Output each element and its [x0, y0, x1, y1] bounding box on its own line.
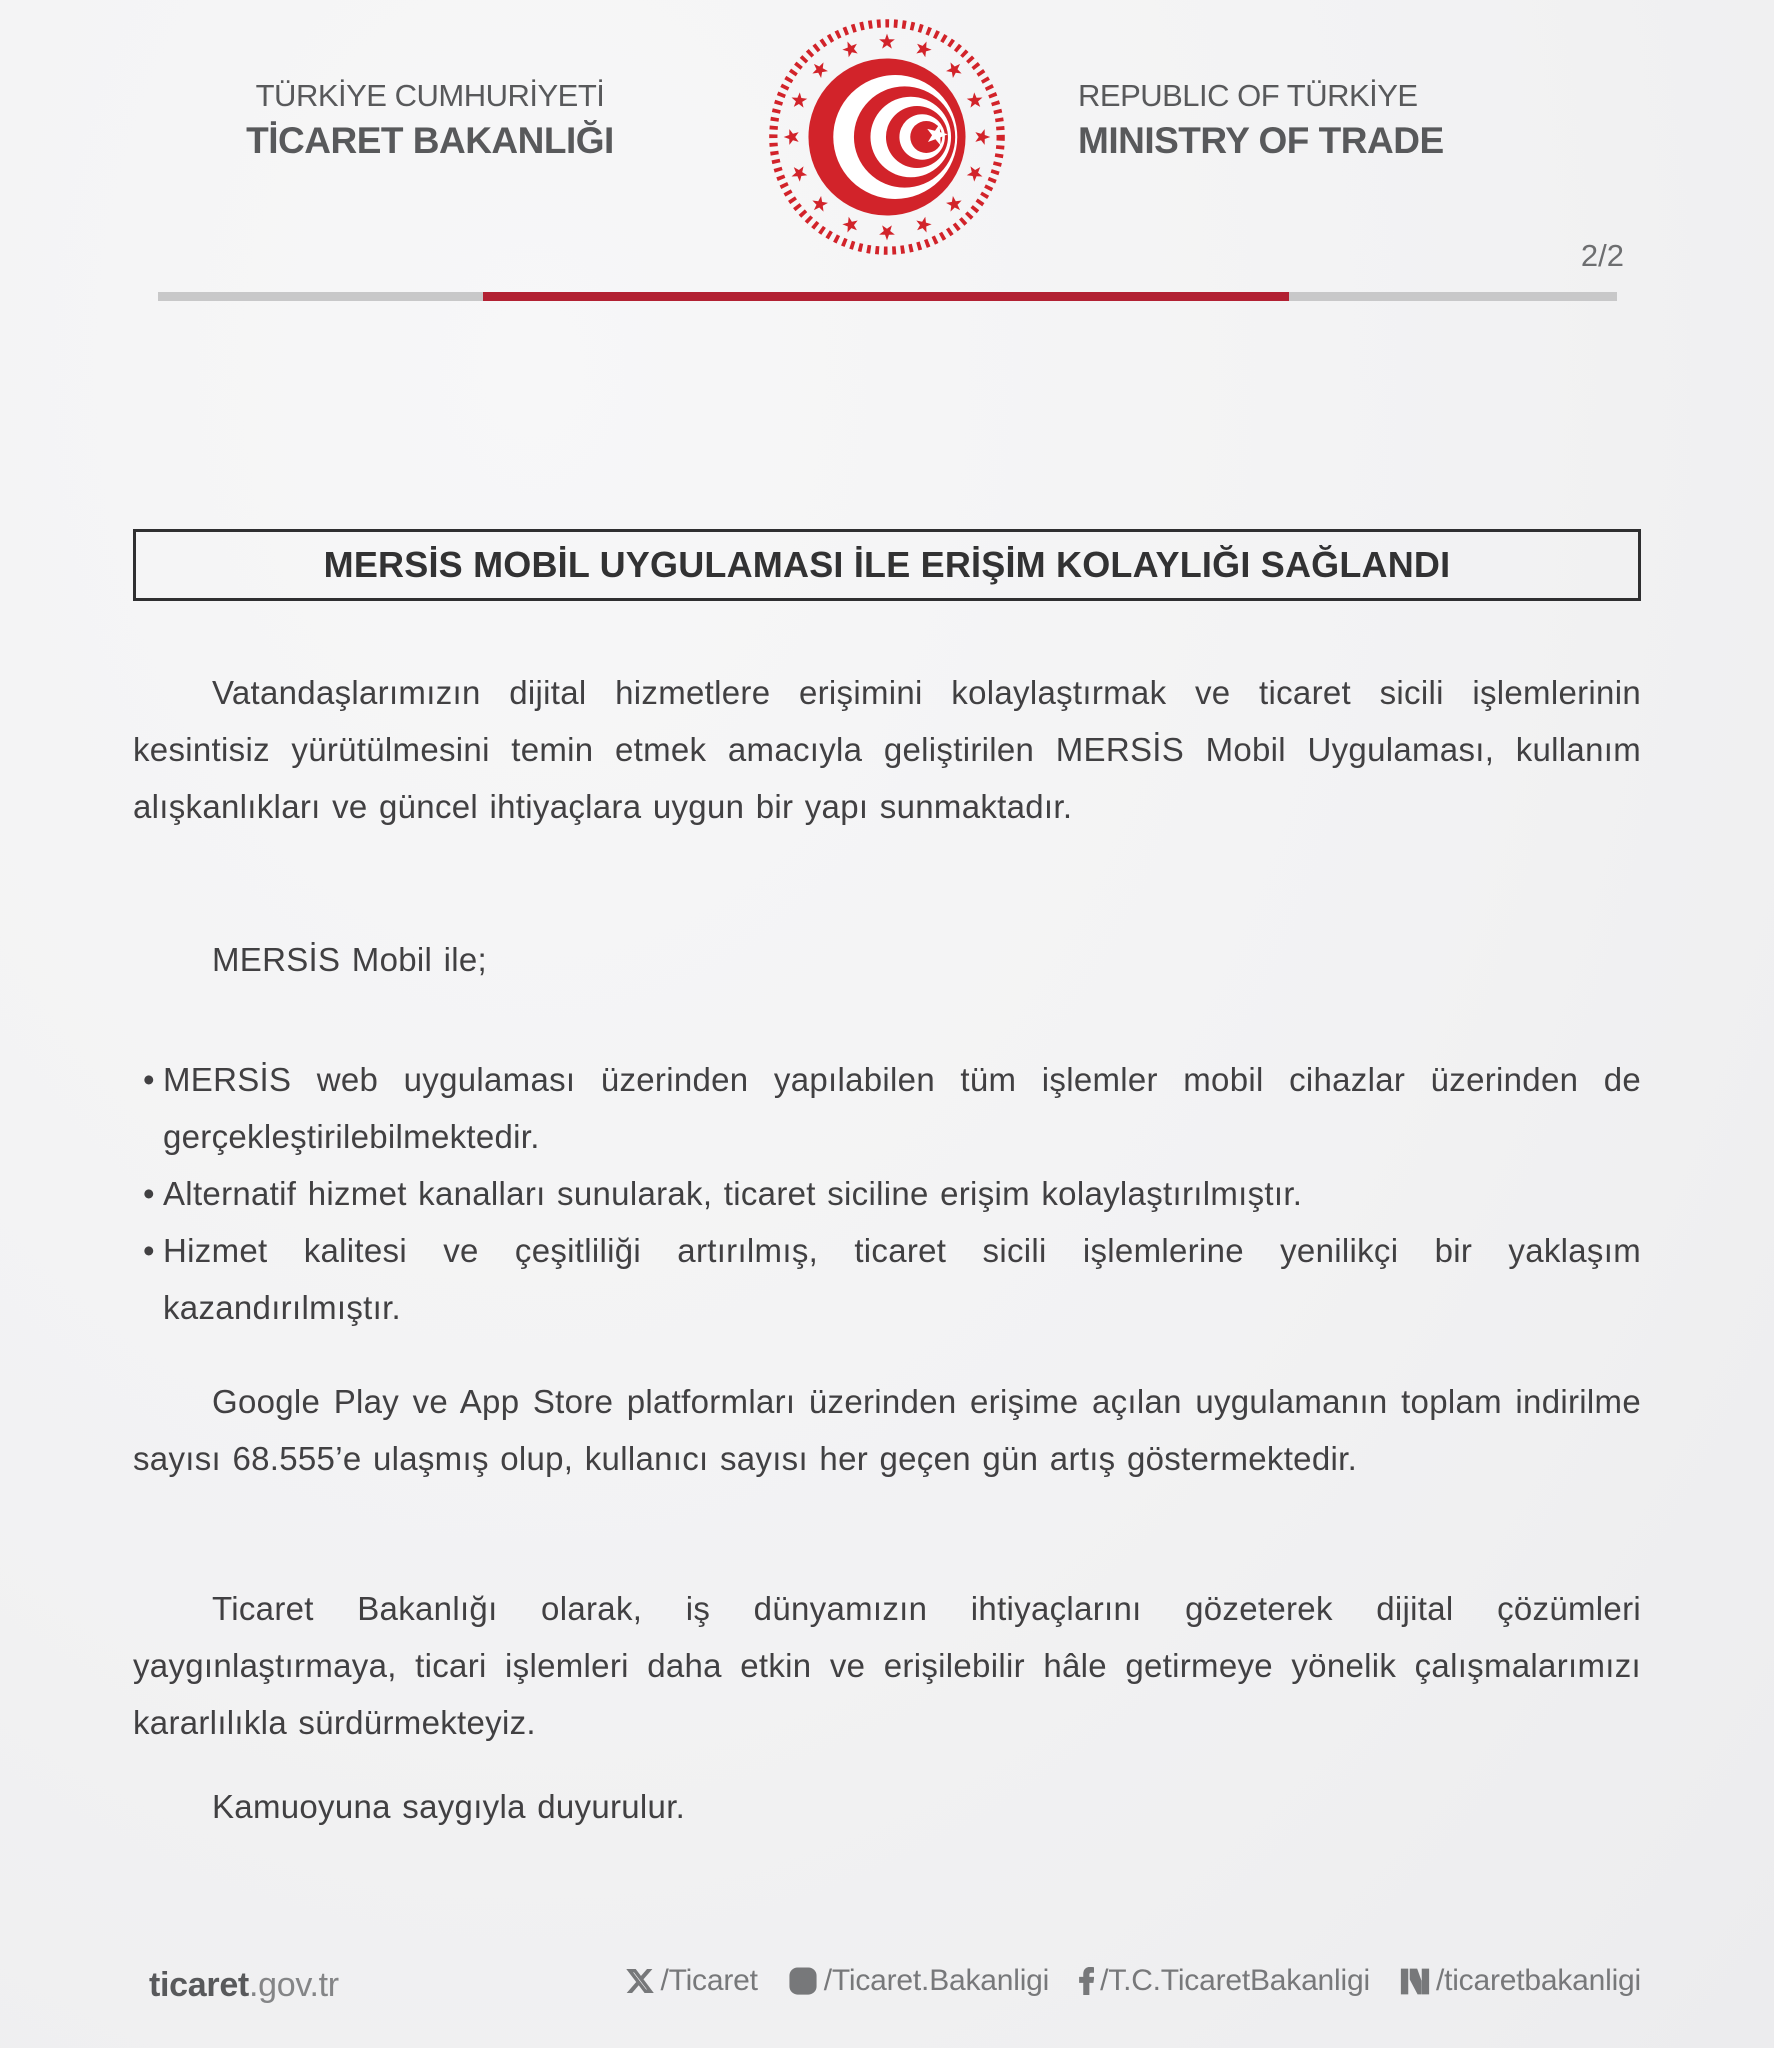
instagram-handle: /Ticaret.Bakanligi: [823, 1964, 1050, 1997]
social-link-instagram[interactable]: [788, 1964, 1049, 1998]
list-item-text: MERSİS web uygulaması üzerinden yapılabilen tüm işlemler mobil cihazlar üzerinden de gerçekleştirilebilmektedir.: [163, 1061, 1641, 1155]
header-divider-red-segment: [483, 292, 1289, 301]
x-handle: /Ticaret: [660, 1964, 758, 1997]
bullet-marker: •: [143, 1061, 155, 1098]
website-url-bold: ticaret: [149, 1966, 249, 2004]
x-icon: [626, 1967, 654, 1995]
feature-list: [133, 1051, 1641, 1336]
list-item: [133, 1222, 1641, 1336]
paragraph-commitment: Ticaret Bakanlığı olarak, iş dünyamızın ihtiyaçlarını gözeterek dijital çözümleri yaygınlaştırmaya, ticari işlemleri daha etkin ve erişilebilir hâle getirmeye yönelik çalışmalarımızı kararlılıkla sürdürmekteyiz.: [133, 1590, 1641, 1741]
nsosyal-icon: [1400, 1968, 1430, 1995]
header-divider: [158, 292, 1617, 301]
list-item-text: Alternatif hizmet kanalları sunularak, ticaret siciline erişim kolaylaştırılmıştır.: [163, 1175, 1303, 1212]
list-item: [133, 1165, 1641, 1222]
social-link-nsosyal[interactable]: [1400, 1964, 1641, 1998]
social-links: [626, 1964, 1641, 1998]
page-indicator: 2/2: [1580, 238, 1624, 273]
facebook-icon: [1079, 1967, 1094, 1995]
list-item: [133, 1051, 1641, 1165]
facebook-handle: /T.C.TicaretBakanligi: [1100, 1964, 1370, 1997]
ministry-name-english: [1078, 74, 1638, 164]
social-link-x[interactable]: [626, 1964, 757, 1998]
header-right-line1: REPUBLIC OF TÜRKİYE: [1078, 78, 1418, 113]
website-url-rest: .gov.tr: [248, 1966, 339, 2004]
bullet-marker: •: [143, 1175, 155, 1212]
closing-statement: Kamuoyuna saygıyla duyurulur.: [212, 1788, 686, 1825]
announcement-title-box: [133, 529, 1641, 601]
ministry-of-trade-logo: [763, 13, 1011, 261]
ministry-emblem-icon: [763, 13, 1011, 261]
header-right-line2: MINISTRY OF TRADE: [1078, 120, 1444, 161]
header-left-line1: TÜRKİYE CUMHURİYETİ: [255, 78, 605, 113]
paragraph-downloads: Google Play ve App Store platformları üzerinden erişime açılan uygulamanın toplam indirilme sayısı 68.555’e ulaşmış olup, kullanıcı sayısı her geçen gün artış göstermektedir.: [133, 1383, 1641, 1477]
social-link-facebook[interactable]: [1079, 1964, 1370, 1998]
instagram-icon: [788, 1966, 818, 1996]
nsosyal-handle: /ticaretbakanligi: [1435, 1964, 1641, 1997]
website-url[interactable]: [149, 1966, 339, 2005]
list-item-text: Hizmet kalitesi ve çeşitliliği artırılmış, ticaret sicili işlemlerine yenilikçi bir yaklaşım kazandırılmıştır.: [163, 1232, 1641, 1326]
announcement-title: MERSİS MOBİL UYGULAMASI İLE ERİŞİM KOLAYLIĞI SAĞLANDI: [323, 544, 1451, 585]
bullet-marker: •: [143, 1232, 155, 1269]
list-lead-in: MERSİS Mobil ile;: [212, 941, 488, 978]
paragraph-intro: Vatandaşlarımızın dijital hizmetlere erişimini kolaylaştırmak ve ticaret sicili işlemlerinin kesintisiz yürütülmesini temin etmek amacıyla geliştirilen MERSİS Mobil Uygulaması, kullanım alışkanlıkları ve güncel ihtiyaçlara uygun bir yapı sunmaktadır.: [133, 674, 1641, 825]
ministry-name-turkish: [195, 74, 665, 164]
header-left-line2: TİCARET BAKANLIĞI: [246, 120, 614, 161]
